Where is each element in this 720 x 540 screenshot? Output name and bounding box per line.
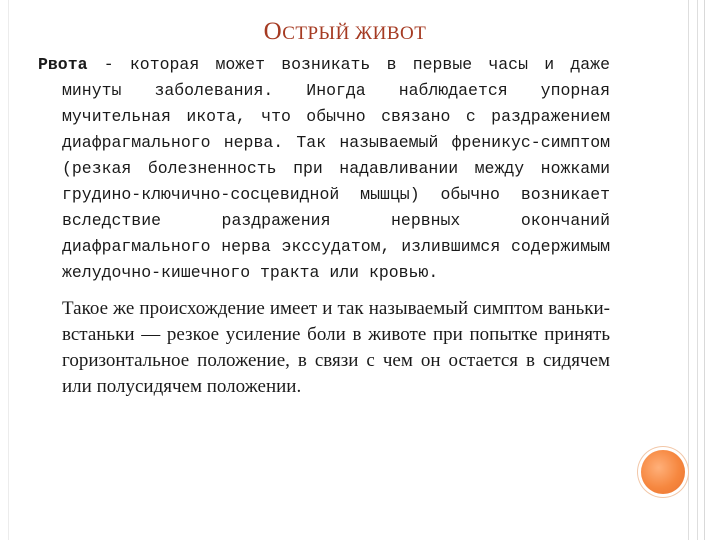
slide-title-initial: О (263, 18, 283, 45)
paragraph-lead-term: Рвота (38, 55, 88, 74)
slide-body (38, 52, 610, 400)
decorative-orange-circle (641, 450, 685, 494)
slide-right-rail (688, 0, 698, 540)
slide-title (0, 18, 690, 46)
paragraph-vanka-vstanka: Такое же происхождение имеет и так называемый симптом ваньки-встаньки — резкое усиление боли в животе при попытке принять горизонтальное положение, в связи с чем он остается в сидячем или полусидячем положении. (62, 298, 610, 397)
paragraph-vomiting-text: - которая может возникать в первые часы и даже минуты заболевания. Иногда наблюдается упорная мучительная икота, что обычно связано с раздражением диафрагмального нерва. Так называемый френикус-симптом (резкая болезненность при надавливании между ножками грудино-ключично-сосцевидной мышцы) обычно возникает вследствие раздражения нервных окончаний диафрагмального нерва экссудатом, излившимся содержимым желудочно-кишечного тракта или кровью. (62, 55, 610, 282)
slide-title-rest: СТРЫЙ ЖИВОТ (282, 23, 427, 44)
paragraph-vomiting (38, 52, 610, 286)
